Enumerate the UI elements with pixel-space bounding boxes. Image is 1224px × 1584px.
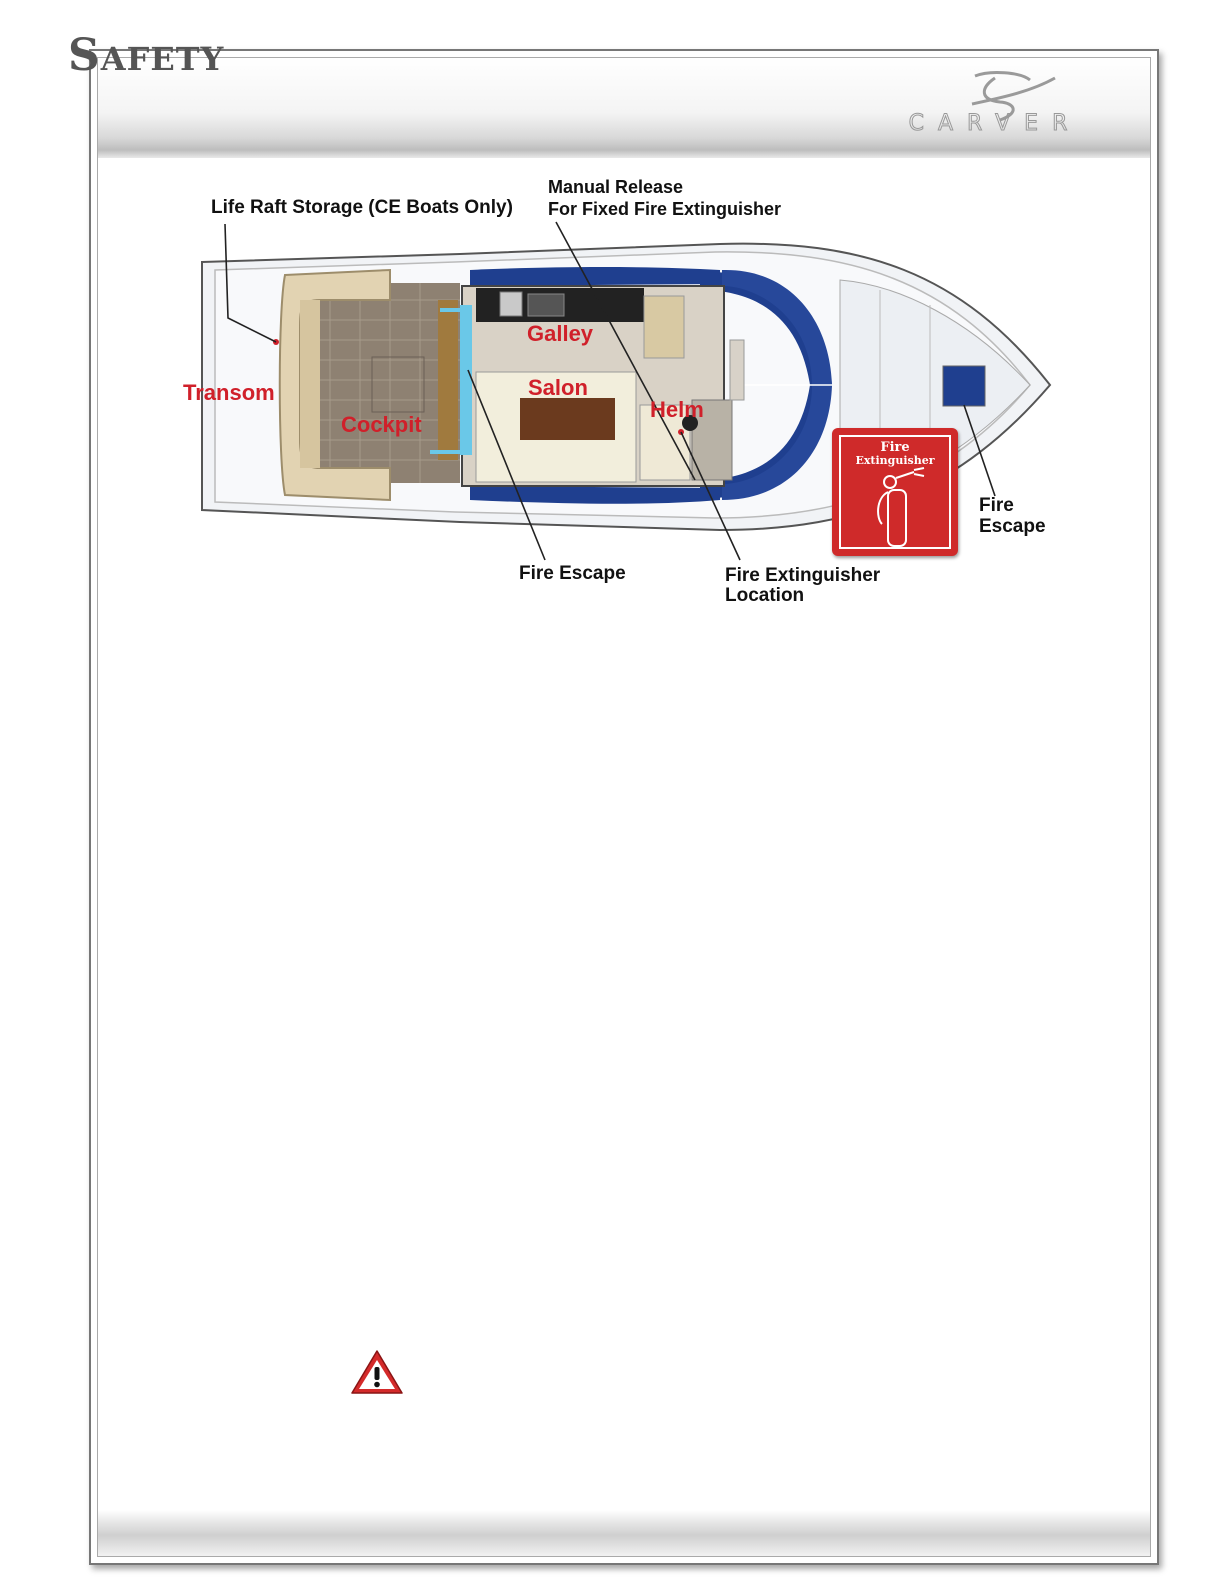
- fire-extinguisher-icon: [832, 428, 958, 556]
- zone-cockpit: Cockpit: [341, 412, 422, 437]
- zone-helm: Helm: [650, 397, 704, 422]
- label-fire-extinguisher-1: Fire Extinguisher: [725, 565, 881, 586]
- label-fire-escape-fwd-1: Fire: [979, 495, 1014, 516]
- zone-salon: Salon: [528, 375, 588, 400]
- page-title: SAFETY: [68, 30, 225, 81]
- label-manual-release-1: Manual Release: [548, 177, 684, 197]
- label-fire-escape-fwd-2: Escape: [979, 516, 1046, 537]
- sign-line-1: Fire: [880, 440, 910, 455]
- warning-triangle-icon: [350, 1349, 404, 1395]
- zone-galley: Galley: [527, 321, 594, 346]
- forward-hatch: [943, 366, 985, 406]
- svg-text:CARVER: CARVER: [908, 111, 1082, 136]
- fire-extinguisher-sign: [832, 428, 958, 556]
- label-fire-extinguisher-2: Location: [725, 585, 805, 606]
- label-fire-escape: Fire Escape: [519, 563, 626, 584]
- label-manual-release-2: For Fixed Fire Extinguisher: [548, 199, 782, 219]
- boat-deck-plan: [0, 0, 1224, 700]
- footer-band: [98, 1510, 1150, 1556]
- zone-transom: Transom: [183, 380, 275, 405]
- label-life-raft: Life Raft Storage (CE Boats Only): [211, 197, 513, 218]
- sign-line-2: Extinguisher: [855, 454, 935, 467]
